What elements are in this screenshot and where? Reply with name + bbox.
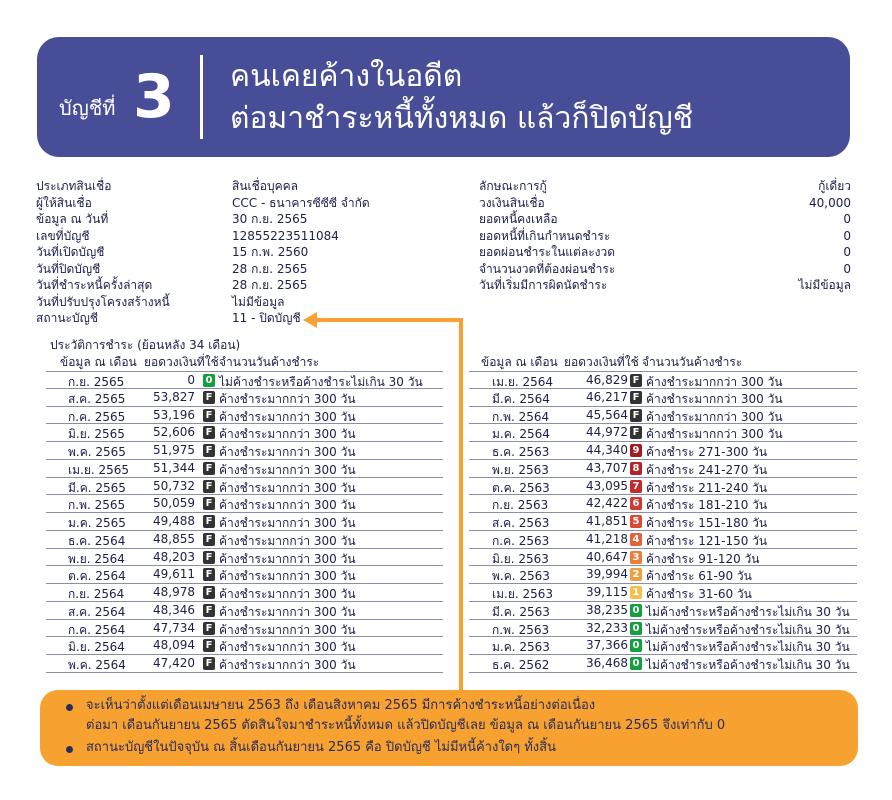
history-title: ประวัติการชำระ (ย้อนหลัง 34 เดือน) bbox=[50, 338, 241, 352]
row-days-desc: ค้างชำระมากกว่า 300 วัน bbox=[646, 391, 783, 406]
table-row bbox=[469, 655, 857, 673]
table-row bbox=[469, 513, 857, 531]
table-row bbox=[46, 495, 443, 513]
status-code-badge: F bbox=[630, 426, 642, 439]
row-month: พ.ย. 2564 bbox=[68, 551, 125, 566]
status-code-badge: 2 bbox=[630, 568, 642, 581]
row-days-desc: ค้างชำระ 31-60 วัน bbox=[646, 587, 752, 601]
info-value: 0 bbox=[843, 261, 851, 276]
row-month: ต.ค. 2564 bbox=[68, 569, 126, 584]
row-days-desc: ค้างชำระมากกว่า 300 วัน bbox=[219, 533, 356, 548]
row-amount: 51,975 bbox=[153, 443, 195, 457]
row-month: ก.ย. 2563 bbox=[492, 498, 549, 513]
history-table-right bbox=[469, 371, 857, 673]
table-row bbox=[46, 424, 443, 442]
account-label: บัญชีที่ bbox=[59, 96, 116, 120]
table-row bbox=[46, 460, 443, 478]
row-month: เม.ย. 2564 bbox=[492, 375, 554, 389]
row-amount: 43,095 bbox=[586, 478, 628, 493]
col-header-month-left: ข้อมูล ณ เดือน bbox=[60, 355, 137, 369]
row-month: พ.ค. 2563 bbox=[492, 569, 550, 584]
info-row bbox=[479, 178, 851, 195]
row-month: ก.ค. 2563 bbox=[492, 533, 550, 548]
banner-title-line1: คนเคยค้างในอดีต bbox=[230, 59, 463, 94]
status-code-badge: F bbox=[203, 586, 215, 599]
row-days-desc: ค้างชำระมากกว่า 300 วัน bbox=[646, 427, 783, 442]
table-row bbox=[46, 549, 443, 567]
info-value: 30 ก.ย. 2565 bbox=[232, 212, 308, 226]
row-amount: 53,827 bbox=[153, 389, 195, 404]
row-month: ม.ค. 2564 bbox=[492, 427, 550, 442]
info-label: ยอดหนี้ที่เกินกำหนดชำระ bbox=[479, 228, 611, 243]
row-amount: 41,218 bbox=[586, 531, 628, 546]
row-days-desc: ค้างชำระ 91-120 วัน bbox=[646, 551, 760, 566]
row-days-desc: ค้างชำระมากกว่า 300 วัน bbox=[219, 427, 356, 442]
summary-note bbox=[40, 690, 858, 766]
row-month: ก.ค. 2564 bbox=[68, 622, 126, 637]
info-label: ลักษณะการกู้ bbox=[479, 179, 547, 193]
row-days-desc: ค้างชำระมากกว่า 300 วัน bbox=[219, 516, 356, 530]
row-days-desc: ค้างชำระมากกว่า 300 วัน bbox=[219, 640, 356, 655]
row-month: พ.ย. 2563 bbox=[492, 462, 549, 477]
status-code-badge: F bbox=[203, 533, 215, 546]
row-amount: 48,346 bbox=[153, 602, 195, 617]
table-row bbox=[469, 566, 857, 584]
status-code-badge: 8 bbox=[630, 462, 642, 475]
row-amount: 39,115 bbox=[586, 585, 628, 599]
row-days-desc: ค้างชำระมากกว่า 300 วัน bbox=[646, 409, 783, 424]
row-amount: 46,829 bbox=[586, 373, 628, 387]
row-amount: 45,564 bbox=[586, 407, 628, 422]
table-row bbox=[469, 460, 857, 478]
row-amount: 40,647 bbox=[586, 549, 628, 564]
row-amount: 38,235 bbox=[586, 602, 628, 617]
row-days-desc: ไม่ค้างชำระหรือค้างชำระไม่เกิน 30 วัน bbox=[646, 604, 850, 619]
callout-arrow-head-icon bbox=[303, 312, 317, 328]
account-info-left bbox=[36, 178, 436, 327]
row-days-desc: ไม่ค้างชำระหรือค้างชำระไม่เกิน 30 วัน bbox=[646, 658, 850, 672]
account-number: 3 bbox=[133, 62, 175, 132]
info-label: ผู้ให้สินเชื่อ bbox=[36, 195, 92, 210]
header-banner bbox=[37, 37, 850, 157]
row-month: พ.ค. 2564 bbox=[68, 658, 126, 672]
status-code-badge: F bbox=[203, 515, 215, 528]
table-row bbox=[469, 637, 857, 655]
table-row bbox=[469, 620, 857, 638]
info-label: ข้อมูล ณ วันที่ bbox=[36, 212, 109, 226]
info-row bbox=[36, 178, 436, 195]
row-month: ก.พ. 2564 bbox=[492, 409, 550, 424]
status-code-badge: 1 bbox=[630, 586, 642, 599]
info-row bbox=[36, 195, 436, 212]
status-code-badge: F bbox=[203, 480, 215, 493]
row-days-desc: ไม่ค้างชำระหรือค้างชำระไม่เกิน 30 วัน bbox=[219, 375, 423, 389]
row-days-desc: ค้างชำระมากกว่า 300 วัน bbox=[219, 409, 356, 424]
info-label: วงเงินสินเชื่อ bbox=[479, 195, 545, 210]
table-row bbox=[469, 371, 857, 389]
row-amount: 49,611 bbox=[153, 567, 195, 582]
status-code-badge: F bbox=[203, 622, 215, 635]
info-value: 0 bbox=[843, 212, 851, 226]
status-code-badge: 6 bbox=[630, 497, 642, 510]
row-amount: 48,855 bbox=[153, 531, 195, 546]
callout-arrow-line bbox=[316, 318, 463, 322]
table-row bbox=[469, 602, 857, 620]
row-month: ธ.ค. 2563 bbox=[492, 445, 550, 459]
info-label: วันที่ชำระหนี้ครั้งล่าสุด bbox=[36, 278, 153, 292]
row-days-desc: ไม่ค้างชำระหรือค้างชำระไม่เกิน 30 วัน bbox=[646, 640, 850, 655]
status-code-badge: F bbox=[203, 497, 215, 510]
table-row bbox=[46, 371, 443, 389]
col-header-days-right: จำนวนวันค้างชำระ bbox=[642, 355, 743, 369]
info-value: กู้เดี่ยว bbox=[818, 179, 851, 193]
info-value: ไม่มีข้อมูล bbox=[232, 294, 285, 309]
bullet-icon bbox=[66, 704, 73, 711]
row-days-desc: ค้างชำระมากกว่า 300 วัน bbox=[219, 445, 356, 459]
row-month: มิ.ย. 2564 bbox=[68, 640, 125, 655]
row-amount: 42,422 bbox=[586, 496, 628, 511]
status-code-badge: 0 bbox=[630, 657, 642, 670]
status-code-badge: F bbox=[203, 657, 215, 670]
row-amount: 37,366 bbox=[586, 638, 628, 653]
row-month: ธ.ค. 2564 bbox=[68, 533, 126, 548]
table-row bbox=[469, 442, 857, 460]
info-label: สถานะบัญชี bbox=[36, 311, 98, 325]
info-label: ยอดหนี้คงเหลือ bbox=[479, 212, 558, 226]
row-month: ก.ย. 2564 bbox=[68, 587, 125, 601]
status-code-badge: F bbox=[203, 568, 215, 581]
table-row bbox=[469, 478, 857, 496]
account-info-right bbox=[479, 178, 851, 294]
row-month: ส.ค. 2563 bbox=[492, 516, 550, 530]
info-row bbox=[479, 277, 851, 294]
status-code-badge: F bbox=[630, 374, 642, 387]
table-row bbox=[46, 478, 443, 496]
row-days-desc: ค้างชำระ 61-90 วัน bbox=[646, 569, 752, 584]
info-label: วันที่เปิดบัญชี bbox=[36, 245, 105, 259]
status-code-badge: F bbox=[203, 462, 215, 475]
row-month: ม.ค. 2565 bbox=[68, 516, 126, 530]
row-days-desc: ค้างชำระมากกว่า 300 วัน bbox=[646, 375, 783, 389]
row-days-desc: ค้างชำระ 181-210 วัน bbox=[646, 498, 768, 513]
table-row bbox=[46, 442, 443, 460]
row-amount: 43,707 bbox=[586, 460, 628, 475]
table-row bbox=[46, 389, 443, 407]
note-line3: สถานะบัญชีในปัจจุบัน ณ สิ้นเดือนกันยายน 2565 คือ ปิดบัญชี ไม่มีหนี้ค้างใดๆ ทั้งสิ้น bbox=[86, 740, 556, 755]
table-row bbox=[46, 584, 443, 602]
status-code-badge: F bbox=[203, 551, 215, 564]
status-code-badge: 0 bbox=[203, 374, 215, 387]
table-row bbox=[46, 513, 443, 531]
row-month: มิ.ย. 2565 bbox=[68, 427, 125, 442]
status-code-badge: 4 bbox=[630, 533, 642, 546]
history-table-left bbox=[46, 371, 443, 673]
banner-title-line2: ต่อมาชำระหนี้ทั้งหมด แล้วก็ปิดบัญชี bbox=[230, 101, 694, 136]
info-value: 0 bbox=[843, 245, 851, 259]
row-amount: 50,732 bbox=[153, 478, 195, 493]
bullet-icon bbox=[66, 746, 73, 753]
row-month: ก.ย. 2565 bbox=[68, 375, 125, 389]
info-value: 12855223511084 bbox=[232, 228, 339, 243]
info-value: 40,000 bbox=[809, 195, 851, 210]
col-header-amount-left: ยอดวงเงินที่ใช้ bbox=[144, 355, 219, 369]
row-amount: 52,606 bbox=[153, 425, 195, 440]
info-row bbox=[479, 195, 851, 212]
row-days-desc: ค้างชำระมากกว่า 300 วัน bbox=[219, 480, 356, 495]
status-code-badge: 9 bbox=[630, 444, 642, 457]
info-value: CCC - ธนาคารซีซีซี จำกัด bbox=[232, 195, 370, 210]
table-row bbox=[46, 566, 443, 584]
status-code-badge: 0 bbox=[630, 622, 642, 635]
info-value: 28 ก.ย. 2565 bbox=[232, 278, 308, 292]
row-month: มิ.ย. 2563 bbox=[492, 551, 549, 566]
row-days-desc: ค้างชำระ 271-300 วัน bbox=[646, 445, 768, 459]
row-month: ต.ค. 2563 bbox=[492, 480, 550, 495]
row-amount: 47,420 bbox=[153, 656, 195, 670]
row-amount: 50,059 bbox=[153, 496, 195, 511]
status-code-badge: F bbox=[203, 426, 215, 439]
row-days-desc: ค้างชำระมากกว่า 300 วัน bbox=[219, 391, 356, 406]
info-row bbox=[36, 211, 436, 228]
row-amount: 47,734 bbox=[153, 620, 195, 635]
row-month: มี.ค. 2565 bbox=[68, 480, 126, 495]
table-row bbox=[46, 637, 443, 655]
row-days-desc: ค้างชำระมากกว่า 300 วัน bbox=[219, 622, 356, 637]
row-days-desc: ค้างชำระมากกว่า 300 วัน bbox=[219, 551, 356, 566]
row-days-desc: ค้างชำระมากกว่า 300 วัน bbox=[219, 604, 356, 619]
row-month: ก.ค. 2565 bbox=[68, 409, 126, 424]
row-days-desc: ค้างชำระ 151-180 วัน bbox=[646, 516, 768, 530]
status-code-badge: F bbox=[203, 409, 215, 422]
table-row bbox=[469, 389, 857, 407]
row-amount: 48,978 bbox=[153, 585, 195, 599]
table-row bbox=[46, 602, 443, 620]
note-line1: จะเห็นว่าตั้งแต่เดือนเมษายน 2563 ถึง เดือนสิงหาคม 2565 มีการค้างชำระหนี้อย่างต่อเนื่อง bbox=[86, 698, 596, 713]
table-row bbox=[469, 584, 857, 602]
table-row bbox=[46, 407, 443, 425]
table-row bbox=[469, 531, 857, 549]
status-code-badge: F bbox=[203, 391, 215, 404]
status-code-badge: 0 bbox=[630, 639, 642, 652]
row-month: ส.ค. 2565 bbox=[68, 391, 126, 406]
info-value: 11 - ปิดบัญชี bbox=[232, 311, 301, 325]
info-label: วันที่ปิดบัญชี bbox=[36, 261, 101, 276]
row-month: ก.พ. 2563 bbox=[492, 622, 550, 637]
status-code-badge: F bbox=[203, 639, 215, 652]
status-code-badge: F bbox=[630, 409, 642, 422]
info-label: ประเภทสินเชื่อ bbox=[36, 179, 112, 193]
status-code-badge: 0 bbox=[630, 604, 642, 617]
info-row bbox=[479, 228, 851, 245]
table-row bbox=[469, 407, 857, 425]
info-label: จำนวนงวดที่ต้องผ่อนชำระ bbox=[479, 261, 616, 276]
row-month: ธ.ค. 2562 bbox=[492, 658, 550, 672]
row-month: พ.ค. 2565 bbox=[68, 445, 126, 459]
table-row bbox=[46, 620, 443, 638]
row-amount: 49,488 bbox=[153, 514, 195, 528]
info-row bbox=[36, 228, 436, 245]
row-amount: 0 bbox=[187, 373, 195, 387]
table-row bbox=[46, 655, 443, 673]
banner-divider bbox=[200, 55, 203, 139]
status-code-badge: 7 bbox=[630, 480, 642, 493]
row-days-desc: ค้างชำระมากกว่า 300 วัน bbox=[219, 569, 356, 584]
info-row bbox=[479, 261, 851, 278]
col-header-days-left: จำนวนวันค้างชำระ bbox=[219, 355, 320, 369]
row-amount: 41,851 bbox=[586, 514, 628, 528]
row-days-desc: ค้างชำระ 121-150 วัน bbox=[646, 533, 768, 548]
table-row bbox=[469, 495, 857, 513]
info-row bbox=[36, 261, 436, 278]
row-month: ม.ค. 2563 bbox=[492, 640, 550, 655]
info-value: 0 bbox=[843, 228, 851, 243]
info-row bbox=[479, 211, 851, 228]
row-days-desc: ค้างชำระมากกว่า 300 วัน bbox=[219, 498, 356, 513]
row-month: มี.ค. 2563 bbox=[492, 604, 550, 619]
row-month: ส.ค. 2564 bbox=[68, 604, 126, 619]
row-days-desc: ค้างชำระ 241-270 วัน bbox=[646, 462, 768, 477]
status-code-badge: F bbox=[630, 391, 642, 404]
row-amount: 32,233 bbox=[586, 620, 628, 635]
status-code-badge: 3 bbox=[630, 551, 642, 564]
row-amount: 48,094 bbox=[153, 638, 195, 653]
callout-arrow-stem bbox=[459, 318, 463, 696]
table-row bbox=[46, 531, 443, 549]
info-row bbox=[36, 294, 436, 311]
row-days-desc: ค้างชำระมากกว่า 300 วัน bbox=[219, 462, 356, 477]
info-row bbox=[36, 244, 436, 261]
row-amount: 36,468 bbox=[586, 656, 628, 670]
note-line2: ต่อมา เดือนกันยายน 2565 ตัดสินใจมาชำระหนี้ทั้งหมด แล้วปิดบัญชีเลย ข้อมูล ณ เดือนกันยายน 2565 จึงเท่ากับ 0 bbox=[86, 718, 726, 733]
info-value: สินเชื่อบุคคล bbox=[232, 179, 299, 193]
status-code-badge: F bbox=[203, 604, 215, 617]
info-value: 15 ก.พ. 2560 bbox=[232, 245, 309, 259]
info-label: เลขที่บัญชี bbox=[36, 228, 90, 243]
row-month: ก.พ. 2565 bbox=[68, 498, 126, 513]
table-row bbox=[469, 424, 857, 442]
info-row bbox=[36, 277, 436, 294]
row-month: มี.ค. 2564 bbox=[492, 391, 550, 406]
row-amount: 46,217 bbox=[586, 389, 628, 404]
info-value: ไม่มีข้อมูล bbox=[798, 278, 851, 292]
row-amount: 48,203 bbox=[153, 549, 195, 564]
info-label: ยอดผ่อนชำระในแต่ละงวด bbox=[479, 245, 616, 259]
info-label: วันที่เริ่มมีการผิดนัดชำระ bbox=[479, 278, 608, 292]
row-amount: 53,196 bbox=[153, 407, 195, 422]
row-amount: 44,972 bbox=[586, 425, 628, 440]
info-value: 28 ก.ย. 2565 bbox=[232, 261, 308, 276]
row-amount: 39,994 bbox=[586, 567, 628, 582]
row-month: เม.ย. 2563 bbox=[492, 587, 554, 601]
col-header-amount-right: ยอดวงเงินที่ใช้ bbox=[564, 355, 639, 369]
table-row bbox=[469, 549, 857, 567]
row-days-desc: ไม่ค้างชำระหรือค้างชำระไม่เกิน 30 วัน bbox=[646, 622, 850, 637]
row-amount: 44,340 bbox=[586, 443, 628, 457]
row-month: เม.ย. 2565 bbox=[68, 462, 130, 477]
status-code-badge: 5 bbox=[630, 515, 642, 528]
col-header-month-right: ข้อมูล ณ เดือน bbox=[481, 355, 558, 369]
info-row bbox=[479, 244, 851, 261]
row-days-desc: ค้างชำระมากกว่า 300 วัน bbox=[219, 587, 356, 601]
row-days-desc: ค้างชำระ 211-240 วัน bbox=[646, 480, 768, 495]
row-days-desc: ค้างชำระมากกว่า 300 วัน bbox=[219, 658, 356, 672]
info-label: วันที่ปรับปรุงโครงสร้างหนี้ bbox=[36, 294, 170, 309]
row-amount: 51,344 bbox=[153, 460, 195, 475]
status-code-badge: F bbox=[203, 444, 215, 457]
